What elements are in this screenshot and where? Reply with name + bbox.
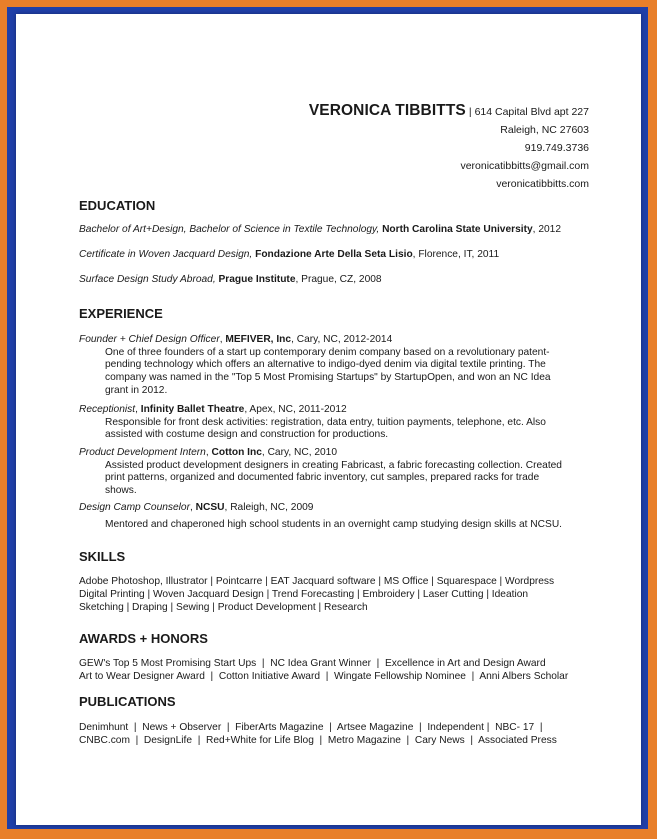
job-org: Cotton Inc [211,447,262,458]
section-title: EDUCATION [79,198,156,213]
email: veronicatibbitts@gmail.com [460,160,589,172]
education-item [79,224,561,235]
job-role: Design Camp Counselor [79,502,190,513]
job-role: Receptionist [79,404,136,415]
name-line [79,102,589,121]
degree: Certificate in Woven Jacquard Design, [79,249,256,260]
contact-header [79,102,589,193]
job-org: NCSU [195,502,225,513]
job-role: Founder + Chief Design Officer [79,334,220,345]
education-item [79,249,499,260]
applicant-name: VERONICA TIBBITTS [308,102,466,119]
section-title: AWARDS + HONORS [79,631,208,646]
skills-line: Digital Printing | Woven Jacquard Design | Trend Forecasting | Embroidery | Laser Cutting | Ideation [79,588,529,600]
school: Fondazione Arte Della Seta Lisio [255,249,413,260]
job-org: MEFIVER, Inc [225,334,292,345]
job-description: Mentored and chaperoned high school students in an overnight camp studying design skills at NCSU. [105,518,563,530]
job-details: , Raleigh, NC, 2009 [224,502,314,513]
experience-item: Product Development Intern, Cotton Inc, Cary, NC, 2010 Assisted product development designers in creating Fabricast, a fabric forecasting collection. Created print patterns, organized and documented fabric inventory, cut samples, prepared racks for trade shows. [79,447,569,498]
city: Raleigh, NC 27603 [500,124,589,136]
job-details: , Cary, NC, 2012-2014 [291,334,393,345]
details: , Florence, IT, 2011 [412,249,500,260]
education-item [79,274,382,285]
awards-line: GEW's Top 5 Most Promising Start Ups | NC Idea Grant Winner | Excellence in Art and Design Award [79,658,546,669]
job-details: , Apex, NC, 2011-2012 [244,404,347,415]
awards-line: Art to Wear Designer Award | Cotton Initiative Award | Wingate Fellowship Nominee | Anni Albers Scholar [79,670,569,682]
phone: 919.749.3736 [524,142,589,154]
section-title: EXPERIENCE [79,306,163,321]
awards-section [79,631,604,684]
experience-item: Design Camp Counselor, NCSU, Raleigh, NC, 2009 Mentored and chaperoned high school students in an overnight camp studying design skills at NCSU. [79,502,579,531]
school: Prague Institute [218,274,296,285]
publications-line: Denimhunt | News + Observer | FiberArts Magazine | Artsee Magazine | Independent | NBC- 17 | [79,722,543,733]
section-title: PUBLICATIONS [79,694,176,709]
skills-line: Adobe Photoshop, Illustrator | Pointcarre | EAT Jacquard software | MS Office | Squarespace | Wordpress [79,576,555,587]
publications-line: CNBC.com | DesignLife | Red+White for Life Blog | Metro Magazine | Cary News | Associated Press [79,734,557,746]
website: veronicatibbitts.com [496,178,589,190]
publications-section [79,694,604,748]
details: , Prague, CZ, 2008 [295,274,382,285]
job-description: Assisted product development designers in creating Fabricast, a fabric forecasting collection. Created print patterns, organized and documented fabric inventory, cut samples, prepared racks for trade shows. [105,459,562,496]
job-org: Infinity Ballet Theatre [140,404,245,415]
skills-line: Sketching | Draping | Sewing | Product Development | Research [79,601,368,613]
education-section [79,198,604,285]
degree: Surface Design Study Abroad, [79,274,219,285]
experience-section [79,306,604,530]
skills-section [79,549,604,614]
section-title: SKILLS [79,549,126,564]
job-description: Responsible for front desk activities: registration, data entry, tuition payments, telephone, etc. Also assisted with costume design and construction for productions. [105,416,546,441]
experience-item: Receptionist, Infinity Ballet Theatre, Apex, NC, 2011-2012 Responsible for front desk activities: registration, data entry, tuition payments, telephone, etc. Also assisted with costume design and construction for productions. [79,404,569,442]
job-role: Product Development Intern [79,447,206,458]
header-separator: | [468,106,472,118]
degree: Bachelor of Art+Design, Bachelor of Science in Textile Technology, [79,224,383,235]
resume-page [16,14,641,825]
details: , 2012 [532,224,561,235]
address: 614 Capital Blvd apt 227 [474,106,589,118]
experience-item: Founder + Chief Design Officer, MEFIVER, Inc, Cary, NC, 2012-2014 One of three founders of a start up contemporary denim company based on a revolutionary patent-pending technology which offers an alternative to indigo-dyed denim via digital textile printing. The company was named in the "Top 5 Most Promising Startups" by StartupOpen, and won an NC Idea grant in 2012. [79,334,569,397]
job-details: , Cary, NC, 2010 [261,447,338,458]
school: North Carolina State University [382,224,533,235]
job-description: One of three founders of a start up contemporary denim company based on a revolutionary patent-pending technology which offers an alternative to indigo-dyed denim via digital textile printing. The company was named in the "Top 5 Most Promising Startups" by StartupOpen, and won an NC Idea grant in 2012. [105,346,551,396]
